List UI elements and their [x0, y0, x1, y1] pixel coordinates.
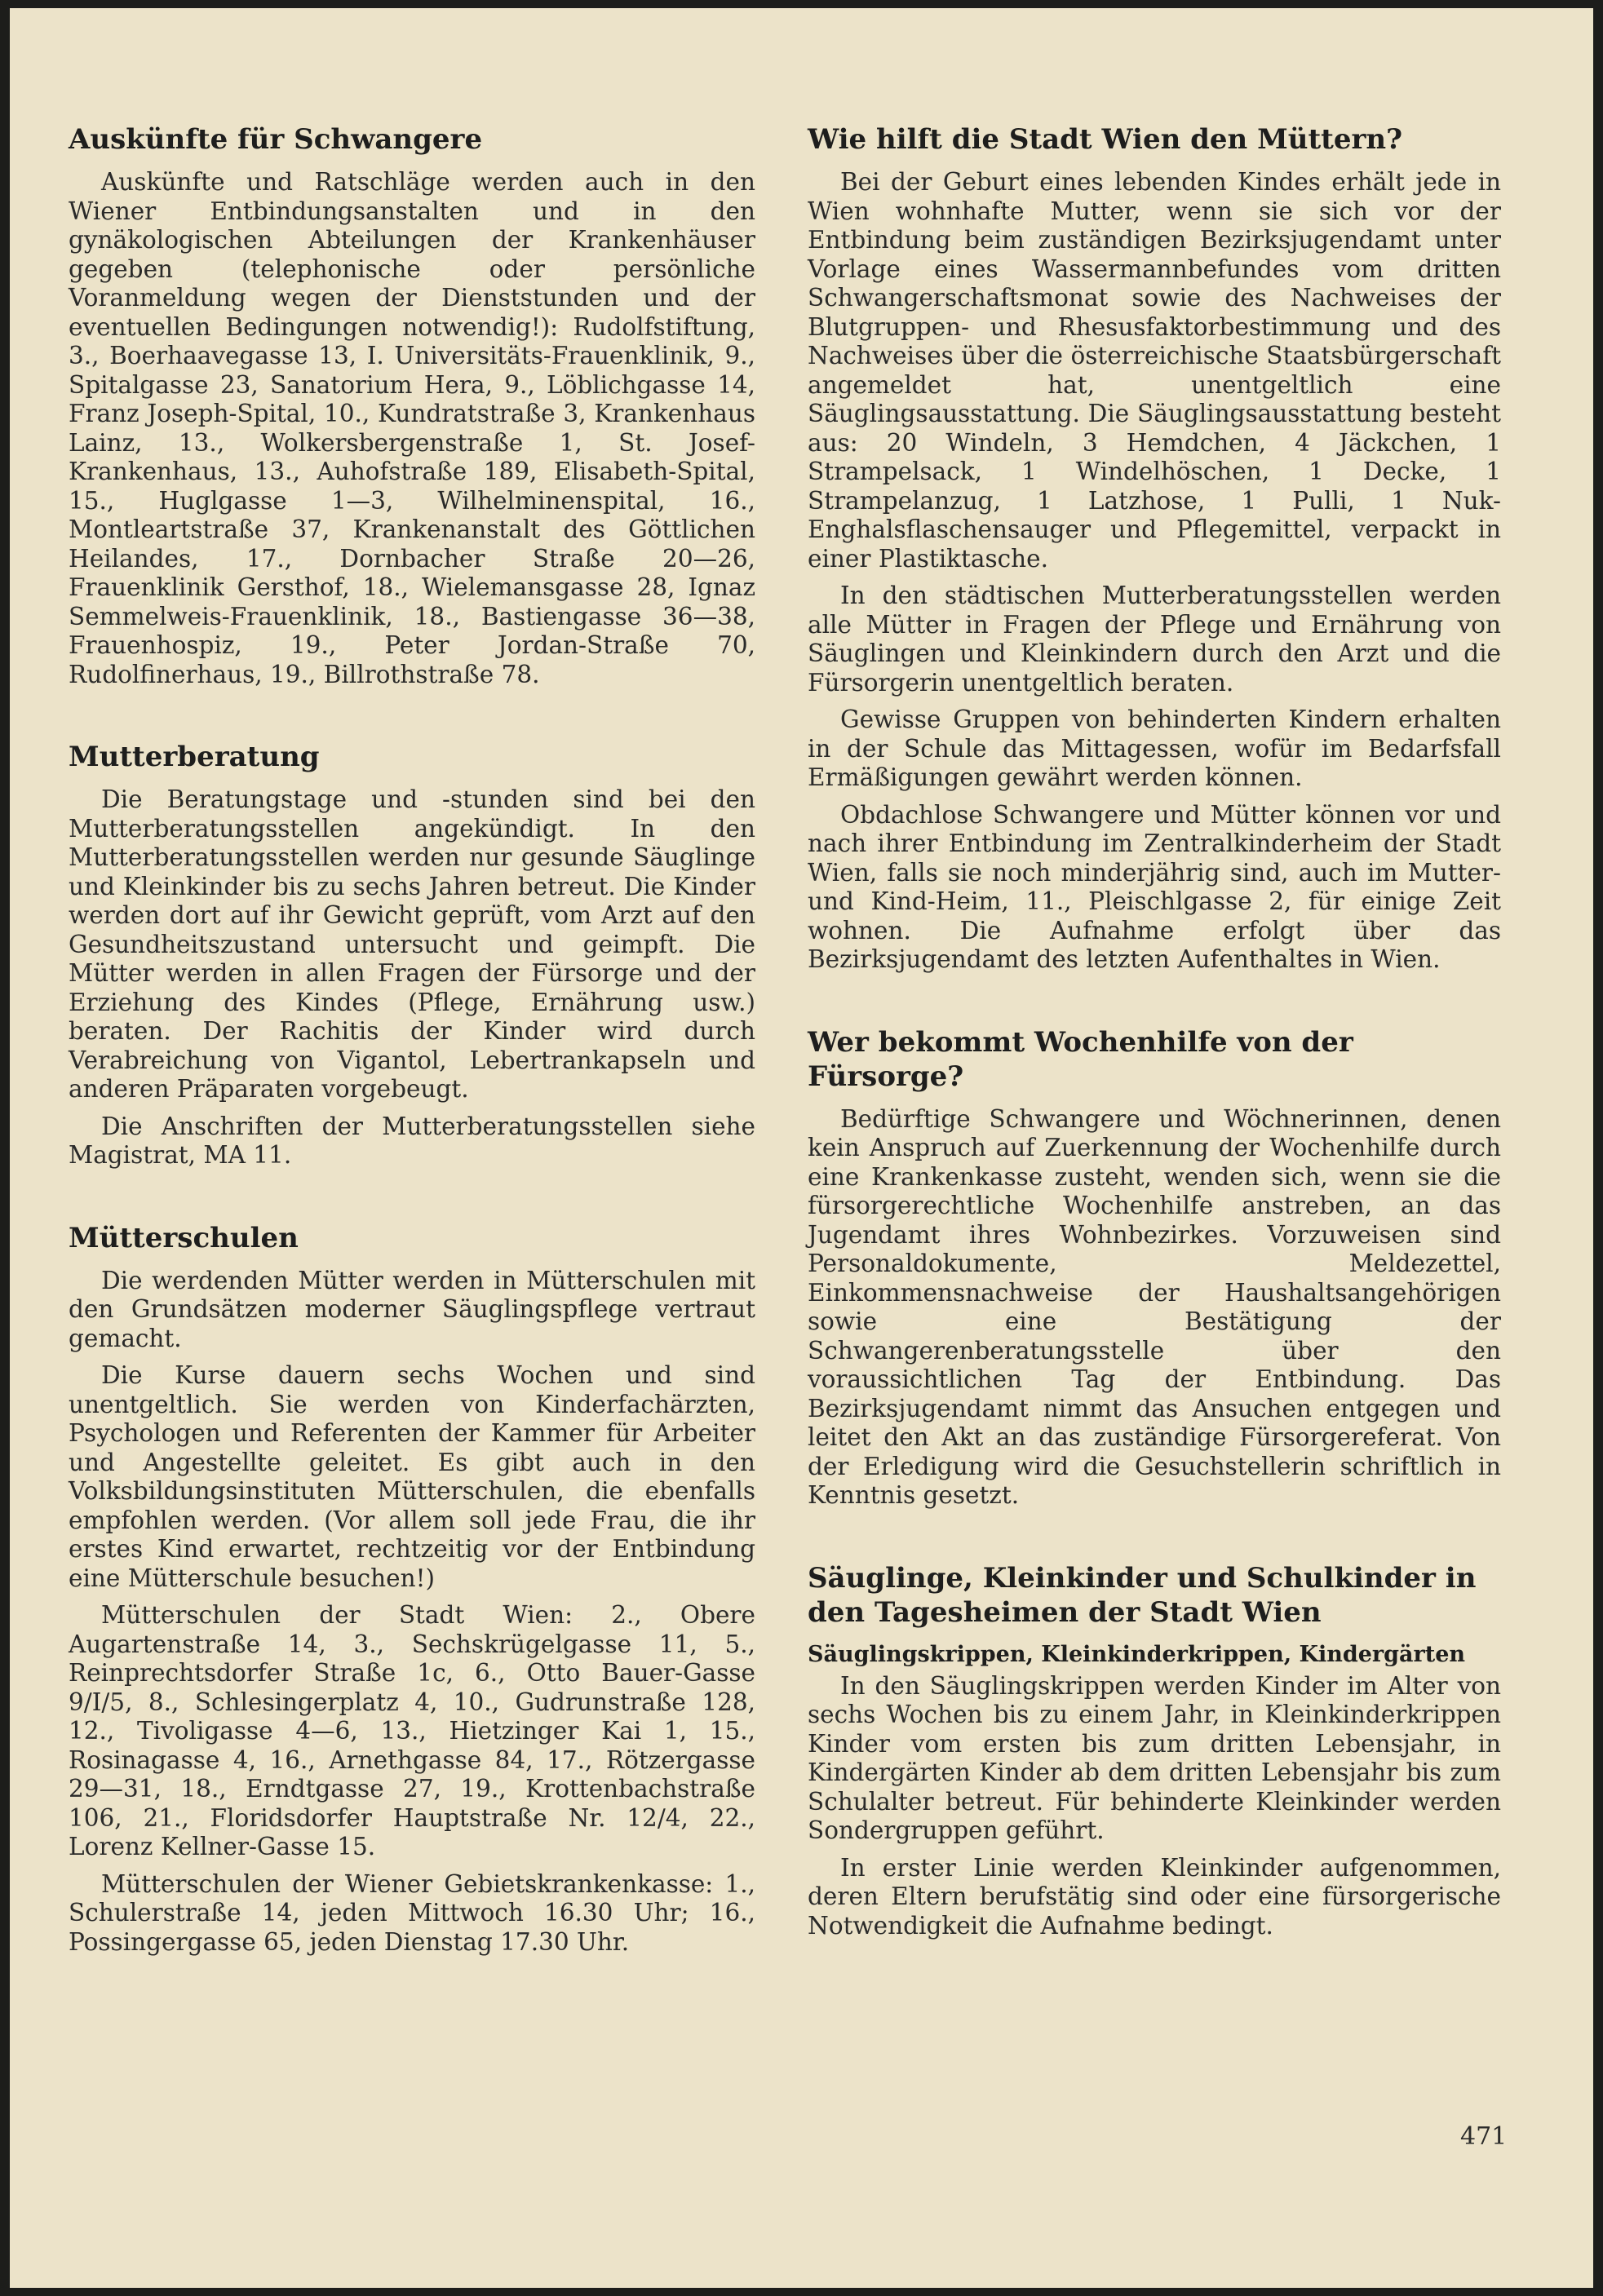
section-subheading: Säuglingskrippen, Kleinkinderkrippen, Kindergärten [808, 1641, 1466, 1667]
paragraph: Auskünfte und Ratschläge werden auch in den Wiener Entbindungsanstalten und in den gynäkologischen Abteilungen der Krankenhäuser gegeben (telephonische oder persönliche Voranmeldung wegen der Dienststunden und der eventuellen Bedingungen notwendig!): Rudolfstiftung, 3., Boerhaavegasse 13, I. Universitäts-Frauenklinik, 9., Spitalgasse 23, Sanatorium Hera, 9., Löblichgasse 14, Franz Joseph-Spital, 10., Kundratstraße 3, Krankenhaus Lainz, 13., Wolkersbergenstraße 1, St. Josef-Krankenhaus, 13., Auhofstraße 189, Elisabeth-Spital, 15., Huglgasse 1—3, Wilhelminenspital, 16., Montleartstraße 37, Krankenanstalt des Göttlichen Heilandes, 17., Dornbacher Straße 20—26, Frauenklinik Gersthof, 18., Wielemansgasse 28, Ignaz Semmelweis-Frauenklinik, 18., Bastiengasse 36—38, Frauenhospiz, 19., Peter Jordan-Straße 70, Rudolfinerhaus, 19., Billrothstraße 78. [69, 168, 755, 688]
section-auskuenfte [69, 122, 755, 689]
paragraph: Bedürftige Schwangere und Wöchnerinnen, denen kein Anspruch auf Zuerkennung der Wochenhilfe durch eine Krankenkasse zusteht, wenden sich, wenn sie die fürsorgerechtliche Wochenhilfe anstreben, an das Jugendamt ihres Wohnbezirkes. Vorzuweisen sind Personaldokumente, Meldezettel, Einkommensnachweise der Haushaltsangehörigen sowie eine Bestätigung der Schwangerenberatungsstelle über den voraussichtlichen Tag der Entbindung. Das Bezirksjugendamt nimmt das Ansuchen entgegen und leitet den Akt an das zuständige Fürsorgereferat. Von der Erledigung wird die Gesuchstellerin schriftlich in Kenntnis gesetzt. [808, 1104, 1501, 1509]
paragraph: In erster Linie werden Kleinkinder aufgenommen, deren Eltern berufstätig sind oder eine fürsorgerische Notwendigkeit die Aufnahme bedingt. [808, 1853, 1501, 1940]
paragraph: Gewisse Gruppen von behinderten Kindern erhalten in der Schule das Mittagessen, wofür im Bedarfsfall Ermäßigungen gewährt werden können. [808, 706, 1501, 791]
paragraph: Bei der Geburt eines lebenden Kindes erhält jede in Wien wohnhafte Mutter, wenn sie sich vor der Entbindung beim zuständigen Bezirksjugendamt unter Vorlage eines Wassermannbefundes vom dritten Schwangerschaftsmonat sowie des Nachweises der Blutgruppen- und Rhesusfaktorbestimmung und des Nachweises über die österreichische Staatsbürgerschaft angemeldet hat, unentgeltlich eine Säuglingsausstattung. Die Säuglingsausstattung besteht aus: 20 Windeln, 3 Hemdchen, 4 Jäckchen, 1 Strampelsack, 1 Windelhöschen, 1 Decke, 1 Strampelanzug, 1 Latzhose, 1 Pulli, 1 Nuk-Enghalsflaschensauger und Pflegemittel, verpackt in einer Plastiktasche. [808, 168, 1501, 573]
paragraph: Die Anschriften der Mutterberatungsstellen siehe Magistrat, MA 11. [69, 1112, 755, 1169]
section-wochenhilfe [808, 1025, 1501, 1511]
paragraph: Mütterschulen der Stadt Wien: 2., Obere Augartenstraße 14, 3., Sechskrügelgasse 11, 5., Reinprechtsdorfer Straße 1c, 6., Otto Bauer-Gasse 9/I/5, 8., Schlesingerplatz 4, 10., Gudrunstraße 128, 12., Tivoligasse 4—6, 13., Hietzinger Kai 1, 15., Rosinagasse 4, 16., Arnethgasse 84, 17., Rötzergasse 29—31, 18., Erndtgasse 27, 19., Krottenbachstraße 106, 21., Floridsdorfer Hauptstraße Nr. 12/4, 22., Lorenz Kellner-Gasse 15. [69, 1601, 755, 1860]
section-heading: Wer bekommt Wochenhilfe von der Fürsorge? [808, 1025, 1353, 1093]
section-tagesheime [808, 1561, 1501, 1941]
paragraph: In den Säuglingskrippen werden Kinder im Alter von sechs Wochen bis zu einem Jahr, in Kleinkinderkrippen Kinder vom ersten bis zum dritten Lebensjahr, in Kindergärten Kinder ab dem dritten Lebensjahr bis zum Schulalter betreut. Für behinderte Kleinkinder werden Sondergruppen geführt. [808, 1671, 1501, 1844]
right-column [808, 122, 1501, 1991]
section-heading: Wie hilft die Stadt Wien den Müttern? [808, 123, 1403, 156]
paragraph: Die Beratungstage und -stunden sind bei den Mutterberatungsstellen angekündigt. In den Mutterberatungsstellen werden nur gesunde Säuglinge und Kleinkinder bis zu sechs Jahren betreut. Die Kinder werden dort auf ihr Gewicht geprüft, vom Arzt auf den Gesundheitszustand untersucht und geimpft. Die Mütter werden in allen Fragen der Fürsorge und der Erziehung des Kindes (Pflege, Ernährung usw.) beraten. Der Rachitis der Kinder wird durch Verabreichung von Vigantol, Lebertrankapseln und anderen Präparaten vorgebeugt. [69, 785, 755, 1103]
section-heading: Auskünfte für Schwangere [69, 123, 483, 156]
section-stadt-wien-hilfe [808, 122, 1501, 975]
section-heading: Mütterschulen [69, 1221, 299, 1254]
paragraph: Mütterschulen der Wiener Gebietskrankenkasse: 1., Schulerstraße 14, jeden Mittwoch 16.30 Uhr; 16., Possingergasse 65, jeden Dienstag 17.30 Uhr. [69, 1869, 755, 1956]
section-mutterberatung [69, 740, 755, 1170]
paragraph: Die Kurse dauern sechs Wochen und sind unentgeltlich. Sie werden von Kinderfachärzten, Psychologen und Referenten der Kammer für Arbeiter und Angestellte geleitet. Es gibt auch in den Volksbildungsinstituten Mütterschulen, die ebenfalls empfohlen werden. (Vor allem soll jede Frau, die ihr erstes Kind erwartet, rechtzeitig vor der Entbindung eine Mütterschule besuchen!) [69, 1361, 755, 1592]
section-muetterschulen [69, 1221, 755, 1958]
document-page [10, 8, 1593, 2288]
paragraph: In den städtischen Mutterberatungsstellen werden alle Mütter in Fragen der Pflege und Ernährung von Säuglingen und Kleinkindern durch den Arzt und die Fürsorgerin unentgeltlich beraten. [808, 582, 1501, 697]
section-heading: Mutterberatung [69, 741, 320, 773]
paragraph: Obdachlose Schwangere und Mütter können vor und nach ihrer Entbindung im Zentralkinderheim der Stadt Wien, falls sie noch minderjährig sind, auch im Mutter- und Kind-Heim, 11., Pleischlgasse 2, für einige Zeit wohnen. Die Aufnahme erfolgt über das Bezirksjugendamt des letzten Aufenthaltes in Wien. [808, 800, 1501, 973]
left-column [69, 122, 755, 2007]
page-number: 471 [1460, 2122, 1508, 2151]
section-heading: Säuglinge, Kleinkinder und Schulkinder in den Tagesheimen der Stadt Wien [808, 1561, 1477, 1629]
paragraph: Die werdenden Mütter werden in Mütterschulen mit den Grundsätzen moderner Säuglingspflege vertraut gemacht. [69, 1266, 755, 1352]
